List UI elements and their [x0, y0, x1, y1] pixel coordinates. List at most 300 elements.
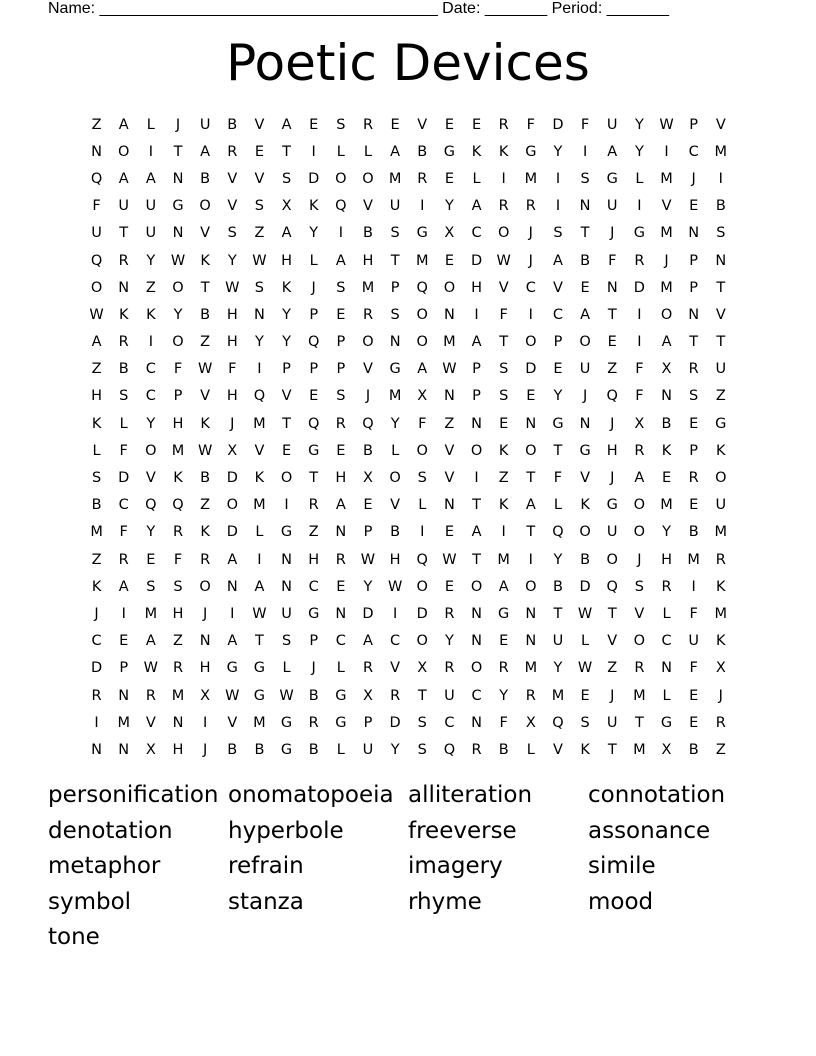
grid-letter: G — [416, 225, 428, 242]
grid-letter: G — [226, 660, 238, 677]
grid-letter: E — [580, 687, 590, 704]
grid-letter: P — [173, 388, 183, 405]
grid-letter: S — [336, 279, 346, 296]
grid-letter: H — [226, 334, 238, 351]
grid-letter: U — [552, 633, 564, 650]
grid-letter: O — [443, 279, 456, 296]
grid-letter: O — [362, 170, 374, 187]
grid-letter: R — [471, 741, 482, 758]
grid-letter: M — [551, 687, 565, 704]
grid-letter: Z — [200, 497, 211, 514]
grid-letter: N — [471, 415, 482, 432]
grid-letter: N — [715, 252, 727, 269]
grid-letter: P — [689, 116, 699, 133]
grid-letter: S — [281, 633, 292, 650]
grid-letter: A — [471, 198, 482, 215]
grid-letter: C — [444, 714, 455, 731]
grid-letter: V — [363, 361, 373, 378]
grid-row — [83, 437, 735, 464]
grid-letter: J — [202, 605, 208, 622]
grid-letter: D — [90, 660, 103, 677]
grid-letter: K — [308, 198, 319, 215]
grid-row — [83, 247, 735, 274]
grid-letter: G — [715, 415, 727, 432]
grid-letter: X — [634, 415, 645, 432]
grid-letter: B — [91, 497, 102, 514]
grid-letter: P — [282, 361, 291, 378]
grid-row — [83, 492, 735, 519]
grid-letter: M — [361, 279, 375, 296]
grid-letter: H — [606, 442, 618, 459]
grid-letter: W — [387, 578, 403, 595]
grid-letter: N — [525, 605, 537, 622]
grid-letter: X — [661, 361, 672, 378]
grid-letter: Q — [416, 551, 428, 568]
grid-letter: Q — [362, 415, 374, 432]
word-bank-item: denotation — [48, 817, 173, 844]
grid-row — [83, 193, 735, 220]
grid-letter: T — [417, 687, 427, 704]
grid-letter: D — [308, 170, 320, 187]
grid-letter: M — [388, 170, 402, 187]
grid-letter: U — [91, 225, 102, 242]
grid-letter: V — [281, 388, 292, 405]
grid-letter: G — [280, 714, 293, 731]
grid-letter: A — [498, 578, 509, 595]
grid-letter: D — [118, 470, 130, 487]
grid-letter: S — [634, 578, 644, 595]
grid-letter: W — [659, 116, 674, 133]
grid-letter: H — [389, 551, 401, 568]
grid-letter: R — [444, 605, 455, 622]
grid-letter: I — [501, 524, 506, 541]
grid-letter: G — [443, 143, 456, 160]
grid-letter: C — [118, 497, 129, 514]
grid-letter: Z — [607, 361, 618, 378]
grid-letter: Y — [553, 143, 563, 160]
grid-letter: B — [498, 741, 509, 758]
grid-letter: M — [714, 143, 728, 160]
worksheet-header-fields: Name: ______________________________________ Date: _______ Period: _______ — [48, 0, 670, 17]
grid-letter: B — [363, 225, 373, 242]
grid-letter: R — [172, 660, 184, 677]
grid-letter: T — [580, 225, 590, 242]
grid-letter: L — [146, 116, 155, 133]
grid-letter: H — [471, 279, 482, 296]
grid-letter: G — [606, 497, 618, 514]
word-bank-item: refrain — [228, 853, 304, 880]
grid-letter: J — [718, 687, 723, 704]
grid-letter: N — [688, 225, 700, 242]
grid-letter: Z — [308, 524, 319, 541]
grid-letter: S — [580, 170, 590, 187]
grid-row — [83, 600, 735, 627]
grid-letter: E — [309, 116, 319, 133]
grid-letter: U — [145, 225, 157, 242]
grid-letter: A — [335, 497, 346, 514]
grid-letter: C — [661, 633, 672, 650]
grid-letter: S — [390, 225, 400, 242]
grid-letter: J — [175, 116, 181, 133]
grid-letter: C — [525, 279, 536, 296]
grid-letter: J — [637, 551, 642, 568]
grid-letter: R — [335, 551, 346, 568]
grid-letter: Y — [499, 687, 509, 704]
grid-letter: V — [390, 660, 401, 677]
grid-letter: Z — [91, 551, 102, 568]
grid-letter: O — [199, 578, 211, 595]
grid-letter: D — [362, 605, 374, 622]
grid-letter: K — [498, 497, 509, 514]
grid-letter: J — [582, 388, 588, 405]
grid-letter: F — [499, 306, 508, 323]
grid-letter: R — [417, 170, 428, 187]
grid-letter: V — [254, 116, 265, 133]
grid-letter: T — [553, 605, 563, 622]
grid-letter: N — [443, 497, 455, 514]
grid-letter: Y — [390, 741, 400, 758]
grid-letter: N — [118, 687, 130, 704]
grid-letter: H — [281, 252, 292, 269]
grid-letter: R — [91, 687, 102, 704]
grid-letter: K — [200, 415, 210, 432]
grid-letter: V — [580, 470, 591, 487]
grid-letter: S — [417, 741, 427, 758]
grid-letter: O — [118, 143, 130, 160]
grid-letter: I — [284, 497, 289, 514]
grid-letter: S — [417, 470, 427, 487]
grid-letter: V — [715, 116, 726, 133]
grid-letter: Y — [553, 388, 563, 405]
grid-letter: L — [255, 524, 264, 541]
grid-letter: K — [498, 143, 509, 160]
word-bank-item: assonance — [588, 817, 711, 844]
grid-letter: E — [689, 415, 699, 432]
grid-letter: U — [715, 497, 727, 514]
grid-letter: V — [417, 116, 428, 133]
grid-letter: J — [610, 415, 615, 432]
grid-letter: Q — [552, 524, 564, 541]
grid-letter: L — [336, 660, 345, 677]
grid-letter: S — [254, 279, 265, 296]
page-title: Poetic Devices — [226, 34, 590, 92]
grid-row — [83, 682, 735, 709]
grid-letter: B — [227, 116, 238, 133]
grid-letter: M — [253, 714, 266, 731]
grid-letter: W — [279, 687, 294, 704]
grid-letter: N — [172, 714, 184, 731]
grid-letter: O — [416, 442, 428, 459]
grid-letter: J — [610, 687, 615, 704]
grid-letter: I — [555, 170, 561, 187]
grid-letter: F — [580, 116, 590, 133]
grid-letter: R — [688, 470, 699, 487]
grid-letter: H — [226, 388, 238, 405]
grid-letter: E — [689, 687, 699, 704]
grid-letter: R — [715, 551, 726, 568]
grid-letter: N — [335, 524, 347, 541]
grid-letter: R — [634, 442, 645, 459]
grid-letter: S — [227, 225, 237, 242]
grid-letter: E — [444, 170, 454, 187]
grid-letter: J — [528, 225, 533, 242]
grid-letter: X — [715, 660, 726, 677]
grid-letter: V — [254, 442, 265, 459]
grid-letter: O — [226, 497, 238, 514]
grid-letter: H — [362, 252, 374, 269]
grid-letter: N — [281, 578, 292, 595]
grid-letter: E — [580, 279, 590, 296]
grid-letter: E — [119, 633, 129, 650]
grid-letter: N — [579, 415, 591, 432]
grid-letter: Q — [172, 497, 184, 514]
grid-letter: A — [363, 633, 373, 650]
grid-letter: R — [498, 198, 509, 215]
grid-letter: E — [499, 633, 509, 650]
grid-letter: Y — [282, 334, 291, 351]
grid-letter: J — [202, 741, 208, 758]
grid-letter: U — [606, 524, 618, 541]
grid-letter: M — [497, 551, 510, 568]
grid-letter: F — [418, 415, 427, 432]
grid-letter: E — [336, 442, 346, 459]
grid-letter: N — [389, 334, 401, 351]
grid-letter: L — [119, 415, 128, 432]
grid-letter: Q — [443, 741, 456, 758]
grid-letter: F — [689, 605, 698, 622]
grid-letter: K — [716, 442, 726, 459]
grid-letter: K — [716, 633, 726, 650]
grid-letter: R — [118, 551, 129, 568]
grid-letter: T — [309, 470, 319, 487]
grid-letter: H — [661, 551, 672, 568]
grid-letter: Q — [253, 388, 266, 405]
grid-letter: B — [363, 442, 373, 459]
grid-letter: F — [608, 252, 617, 269]
grid-letter: F — [173, 361, 183, 378]
grid-letter: V — [390, 497, 401, 514]
word-bank-item: onomatopoeia — [228, 782, 394, 808]
grid-letter: M — [660, 225, 673, 242]
grid-row — [83, 274, 735, 301]
grid-letter: T — [526, 470, 536, 487]
word-bank — [48, 778, 788, 956]
grid-letter: R — [634, 252, 645, 269]
grid-row — [83, 573, 735, 600]
grid-letter: G — [172, 198, 184, 215]
grid-letter: C — [145, 361, 156, 378]
grid-letter: N — [688, 306, 700, 323]
grid-letter: S — [553, 225, 563, 242]
grid-letter: U — [444, 687, 455, 704]
grid-letter: R — [308, 497, 319, 514]
grid-letter: S — [716, 225, 726, 242]
grid-letter: V — [145, 470, 156, 487]
grid-letter: U — [688, 633, 699, 650]
grid-letter: G — [308, 605, 320, 622]
grid-letter: P — [472, 361, 481, 378]
grid-letter: O — [199, 198, 211, 215]
grid-letter: O — [416, 578, 428, 595]
grid-letter: K — [200, 252, 210, 269]
grid-letter: D — [579, 578, 591, 595]
grid-letter: T — [472, 551, 481, 568]
grid-letter: U — [145, 198, 157, 215]
grid-letter: B — [308, 687, 319, 704]
grid-letter: E — [689, 497, 699, 514]
grid-letter: A — [661, 334, 672, 351]
grid-letter: L — [418, 497, 427, 514]
grid-letter: K — [91, 578, 102, 595]
grid-letter: B — [308, 741, 319, 758]
grid-letter: P — [309, 306, 319, 323]
grid-letter: F — [119, 442, 128, 459]
grid-letter: O — [416, 306, 428, 323]
grid-letter: J — [311, 279, 316, 296]
grid-letter: S — [119, 388, 129, 405]
grid-letter: F — [119, 524, 128, 541]
grid-letter: Q — [90, 170, 103, 187]
grid-letter: I — [420, 524, 425, 541]
grid-letter: B — [688, 524, 699, 541]
grid-letter: O — [145, 442, 157, 459]
grid-letter: G — [579, 442, 591, 459]
grid-letter: R — [498, 116, 509, 133]
grid-letter: S — [91, 470, 102, 487]
grid-letter: U — [389, 198, 401, 215]
grid-letter: F — [689, 660, 698, 677]
grid-letter: I — [257, 551, 262, 568]
grid-letter: F — [173, 551, 183, 568]
grid-letter: J — [610, 225, 615, 242]
grid-letter: Q — [606, 578, 618, 595]
grid-letter: M — [144, 605, 158, 622]
grid-letter: M — [443, 334, 456, 351]
grid-letter: X — [363, 687, 373, 704]
grid-letter: Y — [227, 252, 237, 269]
grid-letter: C — [145, 388, 156, 405]
grid-letter: A — [335, 252, 346, 269]
grid-letter: D — [552, 116, 564, 133]
grid-letter: S — [281, 170, 292, 187]
grid-letter: P — [472, 388, 481, 405]
grid-letter: O — [470, 660, 483, 677]
grid-letter: A — [471, 524, 482, 541]
grid-letter: E — [471, 116, 482, 133]
grid-letter: C — [390, 633, 401, 650]
grid-letter: E — [444, 252, 454, 269]
grid-letter: R — [444, 660, 455, 677]
grid-letter: G — [660, 714, 673, 731]
grid-letter: V — [607, 633, 618, 650]
grid-letter: G — [280, 741, 293, 758]
grid-letter: I — [637, 306, 642, 323]
grid-letter: G — [335, 714, 347, 731]
grid-letter: K — [146, 306, 156, 323]
grid-letter: O — [362, 334, 374, 351]
grid-letter: H — [172, 741, 184, 758]
grid-letter: U — [606, 116, 618, 133]
grid-letter: E — [661, 470, 672, 487]
grid-letter: O — [525, 578, 537, 595]
grid-letter: J — [691, 170, 696, 187]
grid-letter: M — [90, 524, 103, 541]
grid-letter: S — [689, 388, 699, 405]
grid-letter: W — [197, 442, 213, 459]
grid-letter: G — [552, 415, 564, 432]
grid-letter: N — [443, 306, 455, 323]
grid-letter: E — [444, 116, 454, 133]
grid-letter: O — [606, 551, 618, 568]
grid-letter: W — [225, 279, 240, 296]
grid-letter: K — [580, 497, 590, 514]
grid-letter: C — [91, 633, 102, 650]
grid-letter: Z — [173, 633, 183, 650]
grid-letter: I — [392, 605, 398, 622]
grid-letter: T — [254, 633, 264, 650]
grid-letter: P — [689, 442, 699, 459]
grid-letter: R — [172, 524, 184, 541]
grid-letter: L — [309, 252, 318, 269]
grid-letter: L — [581, 633, 590, 650]
grid-letter: B — [688, 741, 699, 758]
grid-letter: I — [664, 143, 669, 160]
grid-letter: E — [526, 388, 536, 405]
grid-letter: G — [280, 524, 293, 541]
grid-letter: X — [227, 442, 238, 459]
grid-letter: N — [471, 714, 482, 731]
grid-letter: T — [607, 605, 617, 622]
grid-letter: F — [635, 388, 644, 405]
grid-letter: B — [552, 578, 563, 595]
grid-letter: T — [607, 741, 617, 758]
grid-letter: Q — [90, 252, 103, 269]
grid-letter: E — [336, 306, 346, 323]
word-bank-item: hyperbole — [228, 817, 344, 844]
grid-letter: Z — [715, 741, 726, 758]
grid-letter: S — [499, 361, 509, 378]
grid-letter: Y — [444, 198, 454, 215]
grid-letter: I — [555, 198, 561, 215]
grid-letter: V — [553, 279, 563, 296]
grid-row — [83, 301, 735, 328]
word-bank-item: stanza — [228, 888, 304, 915]
grid-letter: P — [336, 334, 346, 351]
grid-letter: T — [472, 497, 481, 514]
grid-letter: U — [579, 361, 591, 378]
grid-letter: I — [582, 143, 588, 160]
grid-letter: J — [311, 660, 316, 677]
grid-letter: U — [606, 198, 618, 215]
grid-letter: H — [226, 306, 238, 323]
grid-letter: Z — [91, 116, 102, 133]
grid-letter: P — [309, 633, 319, 650]
grid-letter: Q — [552, 714, 564, 731]
grid-letter: L — [92, 442, 101, 459]
grid-row — [83, 329, 735, 356]
grid-letter: I — [637, 334, 642, 351]
grid-letter: E — [309, 388, 319, 405]
grid-letter: D — [226, 524, 238, 541]
grid-row — [83, 519, 735, 546]
grid-letter: I — [257, 361, 262, 378]
grid-letter: I — [121, 605, 126, 622]
grid-letter: Y — [363, 578, 373, 595]
grid-letter: U — [118, 198, 130, 215]
grid-letter: I — [94, 714, 99, 731]
grid-letter: M — [388, 388, 402, 405]
grid-letter: I — [202, 714, 208, 731]
